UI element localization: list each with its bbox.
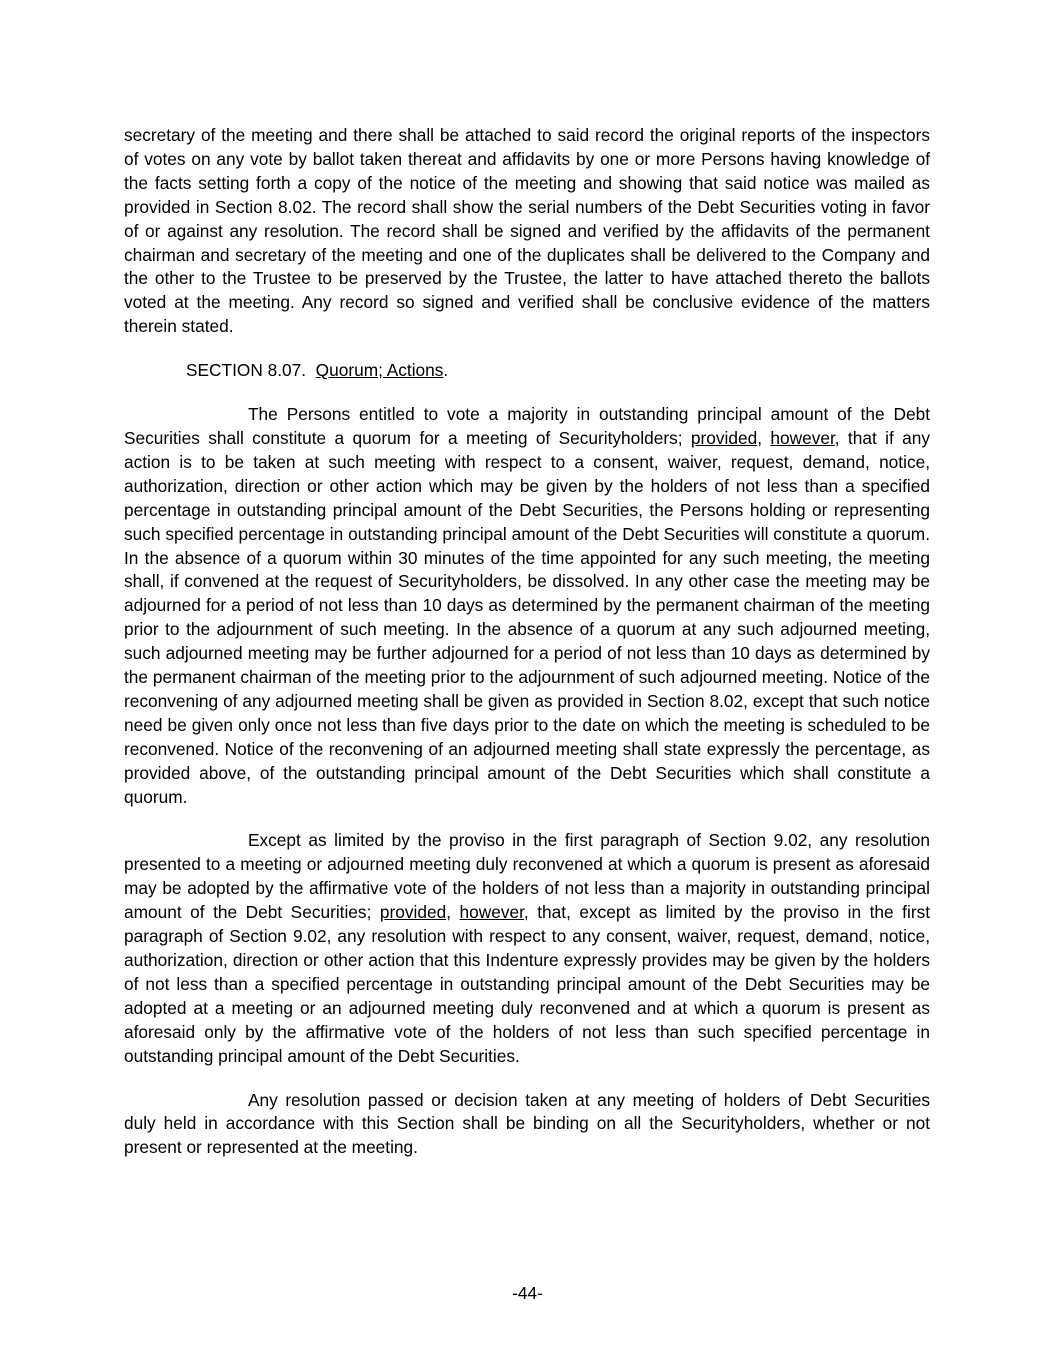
section-heading [124, 359, 930, 383]
quorum-however-term: however [770, 427, 835, 448]
binding-paragraph: Any resolution passed or decision taken at any meeting of holders of Debt Securities duly held in accordance with this Section shall be binding on all the Securityholders, whether or not present or represented at the meeting. [124, 1089, 930, 1158]
section-title-suffix: . [443, 360, 449, 381]
section-number: SECTION 8.07. [186, 360, 307, 381]
continued-paragraph: secretary of the meeting and there shall be attached to said record the original reports of the inspectors of votes on any vote by ballot taken thereat and affidavits by one or more Persons having knowledge of the facts setting forth a copy of the notice of the meeting and showing that said notice was mailed as provided in Section 8.02. The record shall show the serial numbers of the Debt Securities voting in favor of or against any resolution. The record shall be signed and verified by the affidavits of the permanent chairman and secretary of the meeting and one of the duplicates shall be delivered to the Company and the other to the Trustee to be preserved by the Trustee, the latter to have attached thereto the ballots voted at the meeting. Any record so signed and verified shall be conclusive evidence of the matters therein stated. [124, 125, 930, 337]
quorum-paragraph [124, 403, 930, 809]
quorum-separator: , [757, 427, 771, 448]
resolution-paragraph [124, 829, 930, 1068]
quorum-provided-term: provided [690, 427, 758, 448]
section-title: Quorum; Actions [315, 360, 444, 381]
resolution-text-part1: Except as limited by the proviso in the first paragraph of Section 9.02, any resolution presented to a meeting or adjourned meeting duly reconvened at which a quorum is present as aforesaid may be adopted by the affirmative vote of the holders of not less than a majority in outstanding principal amount of the Debt Securities; [124, 830, 930, 923]
resolution-separator: , [446, 902, 460, 923]
resolution-provided-term: provided [379, 902, 447, 923]
document-page [124, 124, 930, 1180]
quorum-text-part2: , that if any action is to be taken at such meeting with respect to a consent, waiver, request, demand, notice, authorization, direction or other action which may be given by the holders of not less than a specified percentage in outstanding principal amount of the Debt Securities, the Persons holding or representing such specified percentage in outstanding principal amount of the Debt Securities will constitute a quorum. In the absence of a quorum within 30 minutes of the time appointed for any such meeting, the meeting shall, if convened at the request of Securityholders, be dissolved. In any other case the meeting may be adjourned for a period of not less than 10 days as determined by the permanent chairman of the meeting prior to the adjournment of such meeting. In the absence of a quorum at any such adjourned meeting, such adjourned meeting may be further adjourned for a period of not less than 10 days as determined by the permanent chairman of the meeting prior to the adjournment of such adjourned meeting. Notice of the reconvening of any adjourned meeting shall be given as provided in Section 8.02, except that such notice need be given only once not less than five days prior to the date on which the meeting is scheduled to be reconvened. Notice of the reconvening of an adjourned meeting shall state expressly the percentage, as provided above, of the outstanding principal amount of the Debt Securities which shall constitute a quorum. [124, 427, 930, 807]
resolution-text-part2: , that, except as limited by the proviso in the first paragraph of Section 9.02, any resolution with respect to any consent, waiver, request, demand, notice, authorization, direction or other action that this Indenture expressly provides may be given by the holders of not less than a specified percentage in outstanding principal amount of the Debt Securities may be adopted at a meeting or an adjourned meeting duly reconvened and at which a quorum is present as aforesaid only by the affirmative vote of the holders of not less than such specified percentage in outstanding principal amount of the Debt Securities. [124, 902, 931, 1066]
page-number: -44- [512, 1283, 543, 1303]
quorum-text-part1: The Persons entitled to vote a majority in outstanding principal amount of the Debt Securities shall constitute a quorum for a meeting of Securityholders; [124, 404, 930, 448]
resolution-however-term: however [459, 902, 524, 923]
